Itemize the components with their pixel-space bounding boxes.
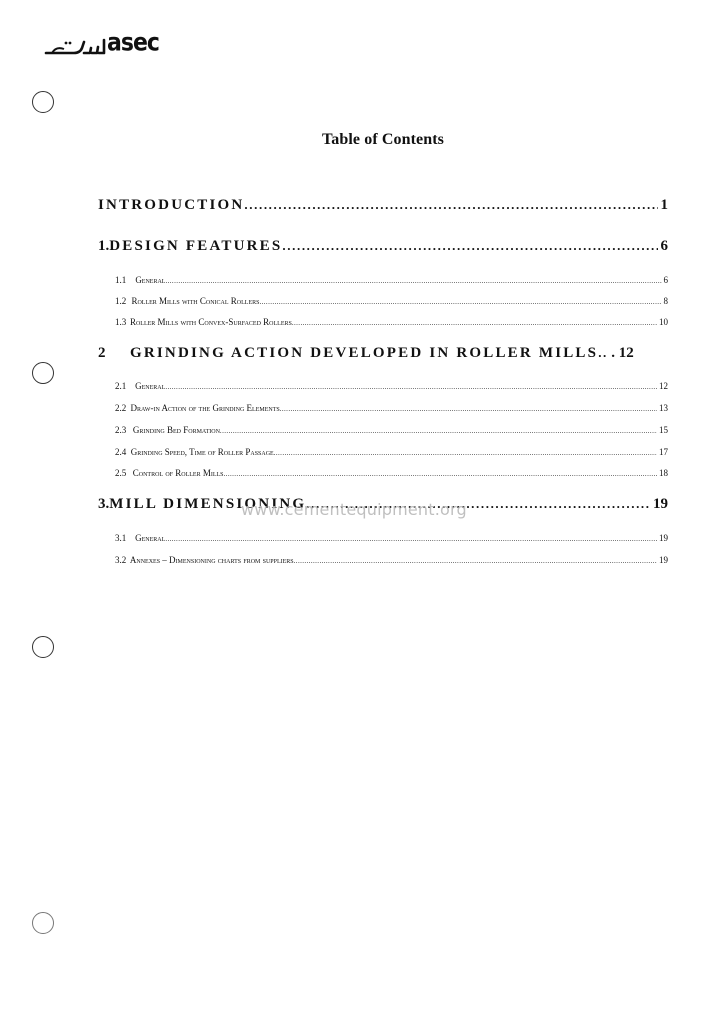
binder-hole [32, 362, 54, 384]
toc-entry-label: DESIGN FEATURES [109, 238, 283, 254]
toc-section-number: 2.5 [115, 468, 127, 478]
toc-entry-annexes[interactable] [115, 555, 668, 565]
toc-entry-label: MILL DIMENSIONING [109, 496, 307, 512]
toc-section-number: 3.1 [115, 533, 127, 543]
toc-entry-design-features[interactable] [98, 238, 668, 255]
toc-section-number: 2.4 [115, 447, 127, 457]
toc-page-number: 19 [659, 533, 668, 543]
toc-entry-label: Draw-in Action of the Grinding Elements [130, 403, 280, 413]
toc-section-number: 1.1 [115, 275, 127, 285]
toc-entry-label: General [135, 381, 166, 391]
dot-leader [292, 319, 657, 327]
binder-hole [32, 91, 54, 113]
dot-leader [259, 298, 661, 306]
toc-section-number: 2.1 [115, 381, 127, 391]
toc-page-number: 6 [660, 238, 668, 254]
toc-entry-draw-in-action[interactable] [115, 403, 668, 413]
binder-hole [32, 912, 54, 934]
dot-leader [220, 427, 657, 435]
dot-leader [165, 277, 661, 285]
toc-page-number: 17 [659, 447, 668, 457]
toc-page-number: . 12 [611, 345, 634, 361]
toc-entry-label: INTRODUCTION [98, 197, 245, 213]
toc-entry-control[interactable] [115, 468, 668, 478]
toc-entry-label: Roller Mills with Convex-Surfaced Rollers [129, 317, 292, 327]
toc-entry-grinding-bed[interactable] [115, 425, 668, 435]
toc-entry-grinding-speed[interactable] [115, 447, 668, 457]
page-title: Table of Contents [321, 131, 444, 148]
dot-leader [274, 449, 657, 457]
toc-entry-label: Grinding Bed Formation [132, 425, 220, 435]
toc-entry-label: Grinding Speed, Time of Roller Passage [130, 447, 274, 457]
toc-section-number: 2.2 [115, 403, 127, 413]
dot-leader [598, 345, 608, 361]
company-logo [44, 28, 159, 58]
toc-page-number: 12 [659, 381, 668, 391]
toc-entry-label: Control of Roller Mills [132, 468, 224, 478]
dot-leader [165, 383, 657, 391]
toc-entry-conical-rollers[interactable] [115, 296, 668, 306]
toc-section-number: 1.3 [115, 317, 127, 327]
dot-leader [165, 535, 657, 543]
toc-page-number: 6 [663, 275, 668, 285]
toc-entry-label: General [135, 275, 166, 285]
arabic-logo-script [44, 36, 106, 56]
toc-page-number: 15 [659, 425, 668, 435]
toc-entry-general[interactable] [115, 275, 668, 285]
toc-section-number: 3. [98, 496, 110, 512]
toc-page-number: 10 [659, 317, 668, 327]
toc-section-number: 2.3 [115, 425, 127, 435]
dot-leader [294, 557, 657, 565]
toc-page-number: 19 [659, 555, 668, 565]
toc-entry-label: GRINDING ACTION DEVELOPED IN ROLLER MILLS [130, 345, 599, 361]
toc-entry-general[interactable] [115, 533, 668, 543]
dot-leader [280, 405, 657, 413]
dot-leader [244, 197, 657, 213]
toc-page-number: 1 [660, 197, 668, 213]
dot-leader [224, 470, 657, 478]
toc-section-number: 1.2 [115, 296, 127, 306]
toc-page-number: 18 [659, 468, 668, 478]
binder-hole [32, 636, 54, 658]
toc-section-number: 1. [98, 238, 110, 254]
watermark: www.cementequipment.org [241, 500, 467, 519]
toc-entry-label: General [135, 533, 166, 543]
toc-page-number: 19 [653, 496, 668, 512]
toc-entry-convex-rollers[interactable] [115, 317, 668, 327]
toc-page-number: 13 [659, 403, 668, 413]
toc-entry-grinding-action[interactable] [98, 345, 668, 362]
dot-leader [282, 238, 657, 254]
toc-section-number: 3.2 [115, 555, 127, 565]
toc-entry-introduction[interactable] [98, 197, 668, 214]
toc-entry-general[interactable] [115, 381, 668, 391]
toc-entry-label: Annexes – Dimensioning charts from suppliers [129, 555, 294, 565]
toc-section-number: 2 [98, 345, 106, 361]
toc-page-number: 8 [663, 296, 668, 306]
toc-entry-label: Roller Mills with Conical Rollers [131, 296, 260, 306]
logo-wordmark: asec [107, 28, 159, 58]
